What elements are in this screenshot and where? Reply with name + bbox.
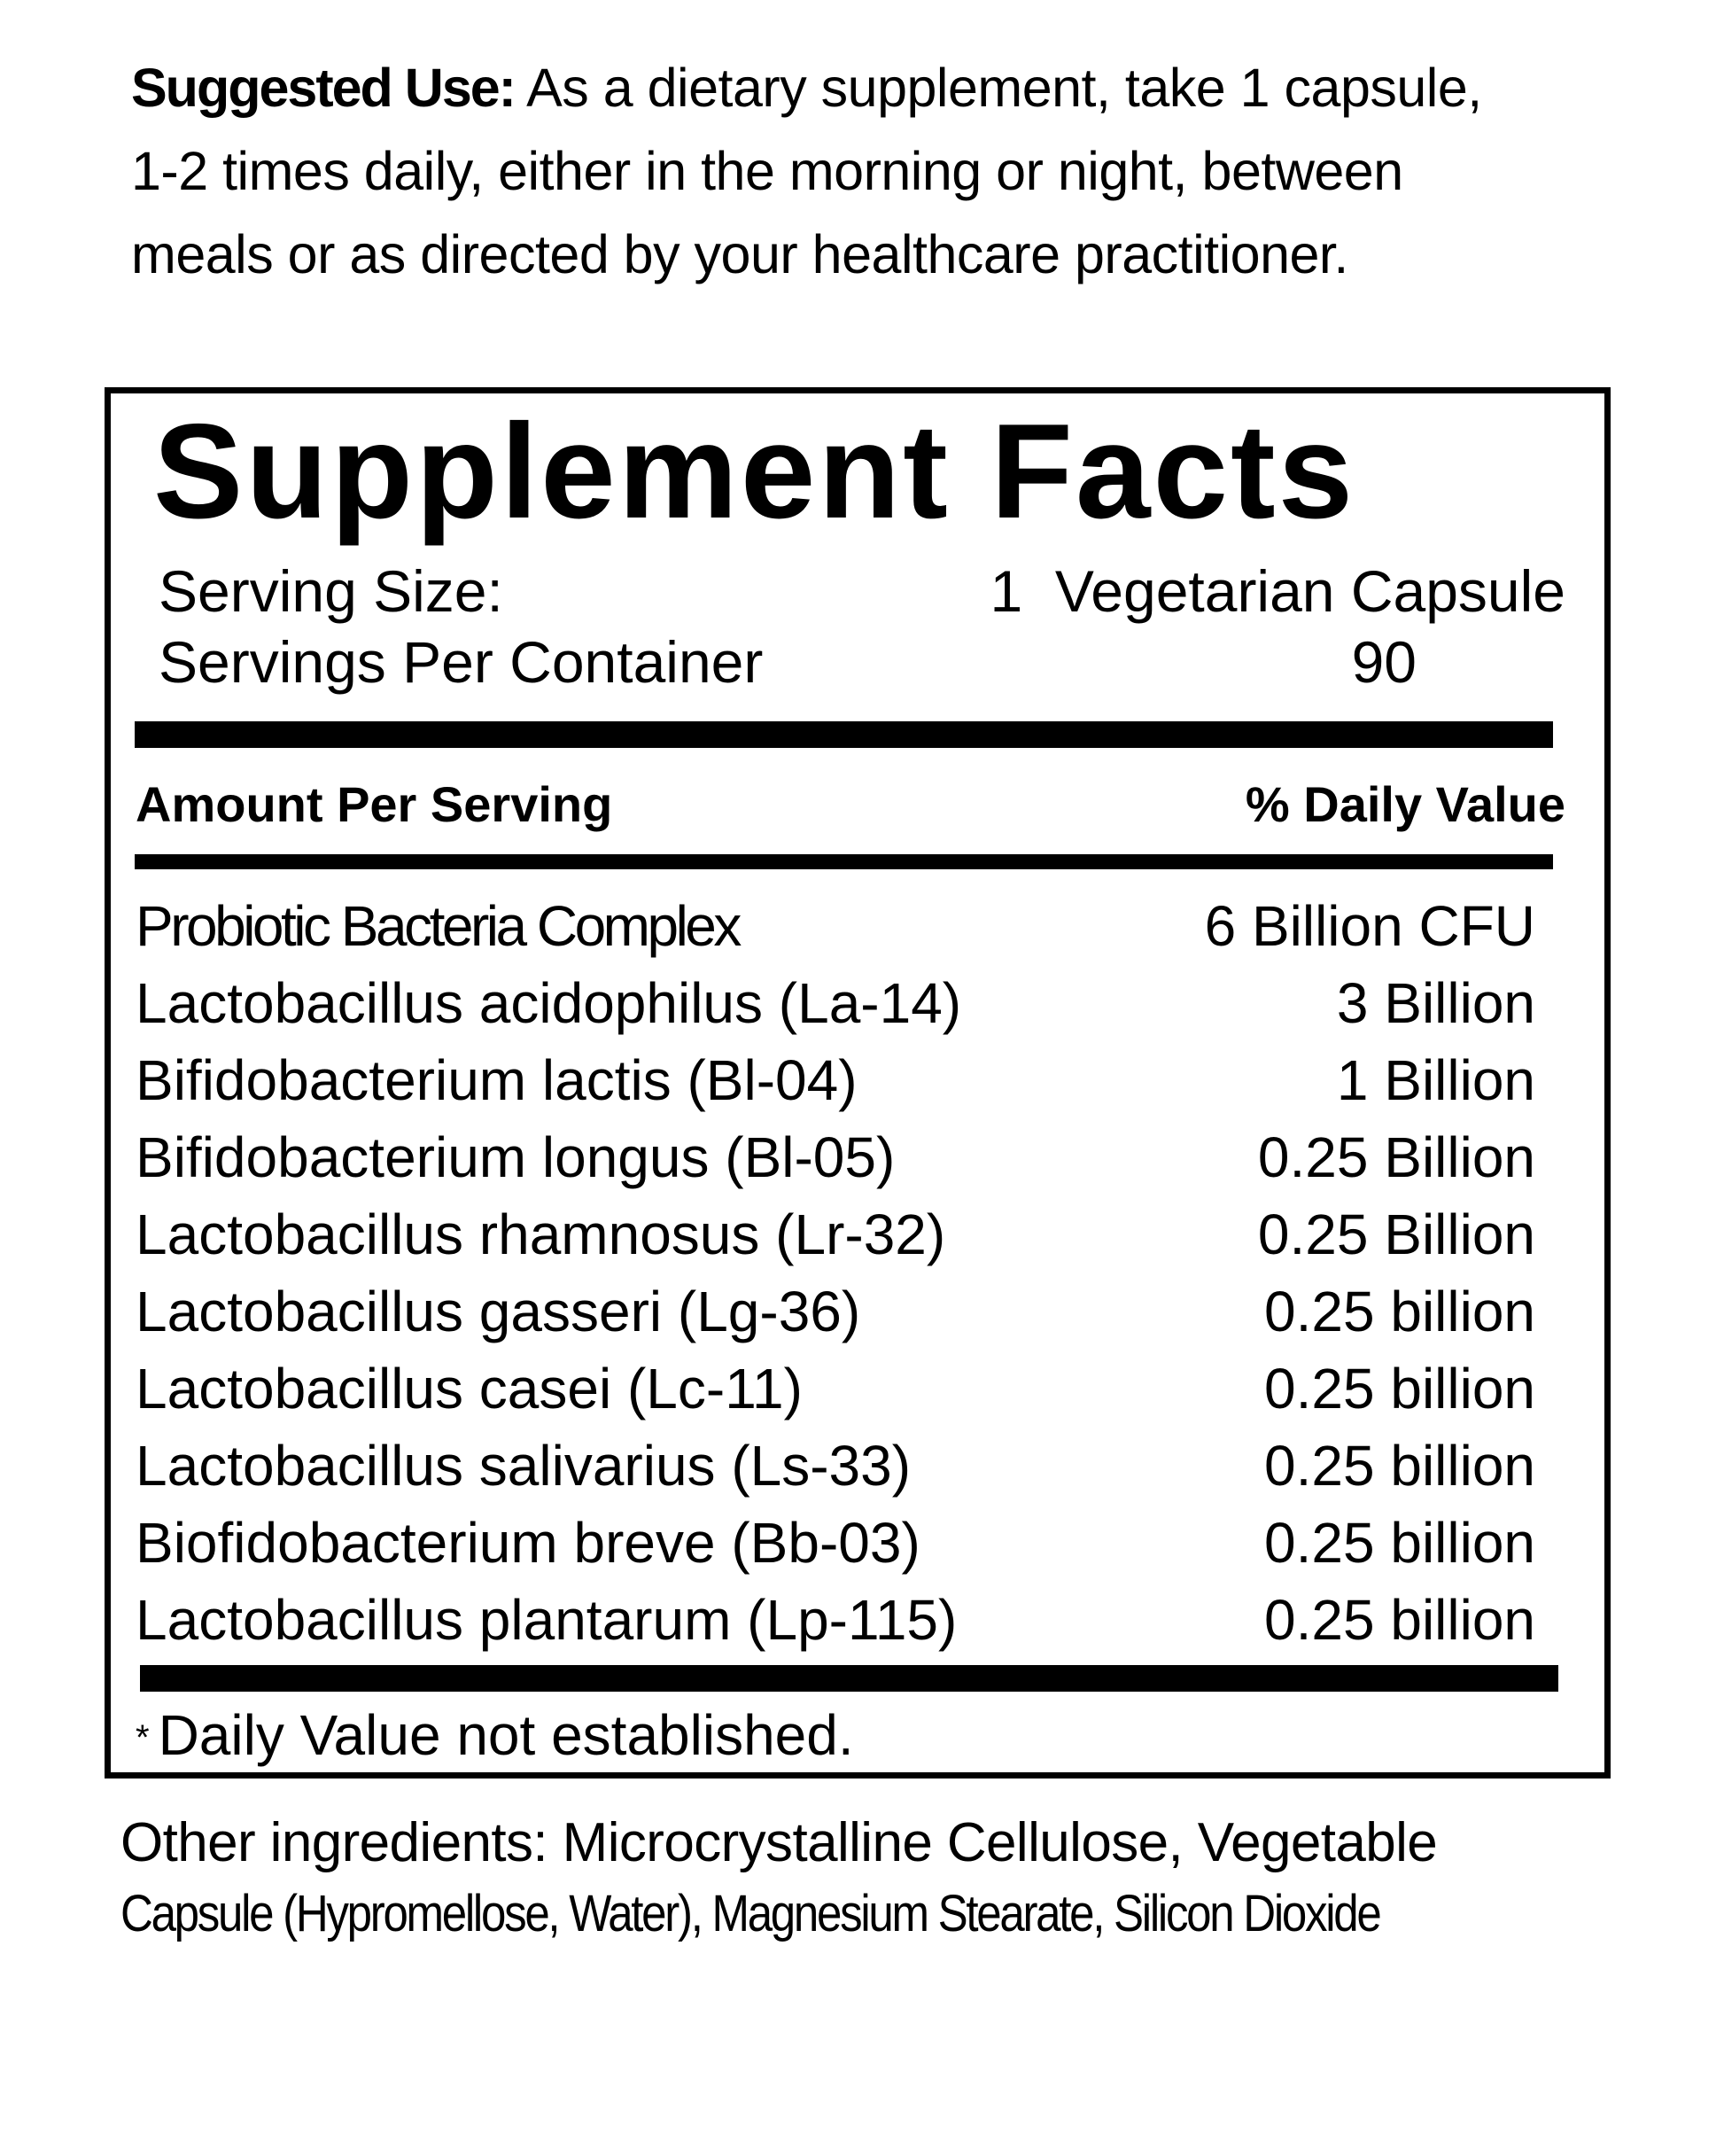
ingredient-name: Lactobacillus salivarius (Ls-33) xyxy=(136,1434,912,1498)
ingredient-list xyxy=(136,888,1535,1659)
thick-divider xyxy=(135,721,1553,748)
ingredient-amount: 0.25 billion xyxy=(1264,1357,1535,1420)
ingredient-row xyxy=(136,1505,1535,1582)
ingredient-name: Lactobacillus plantarum (Lp-115) xyxy=(136,1588,958,1652)
ingredient-name: Lactobacillus acidophilus (La-14) xyxy=(136,971,962,1035)
ingredient-amount: 0.25 Billion xyxy=(1257,1203,1535,1266)
medium-divider xyxy=(135,854,1553,869)
daily-value-footnote xyxy=(136,1700,854,1773)
ingredient-name: Lactobacillus casei (Lc-11) xyxy=(136,1357,803,1420)
servings-per-container-value: 90 xyxy=(1351,629,1417,695)
ingredient-row xyxy=(136,1428,1535,1505)
ingredient-name: Bifidobacterium longus (Bl-05) xyxy=(136,1125,896,1189)
other-ingredients xyxy=(120,1808,1680,1950)
serving-size-label: Serving Size: xyxy=(159,558,503,624)
ingredient-amount: 1 Billion xyxy=(1336,1048,1535,1112)
suggested-use-line-1 xyxy=(131,46,1637,129)
other-ingredients-line-2: Capsule (Hypromellose, Water), Magnesium Stearate, Silicon Dioxide xyxy=(120,1885,1380,1942)
ingredient-amount: 0.25 billion xyxy=(1264,1434,1535,1498)
ingredient-amount: 0.25 Billion xyxy=(1257,1125,1535,1189)
amount-per-serving-header: Amount Per Serving xyxy=(136,776,613,832)
suggested-use-line-3: meals or as directed by your healthcare practitioner. xyxy=(131,224,1348,284)
bottom-thick-divider xyxy=(140,1665,1558,1692)
ingredient-amount: 3 Billion xyxy=(1336,971,1535,1035)
ingredient-name: Probiotic Bacteria Complex xyxy=(136,894,739,958)
ingredient-amount: 0.25 billion xyxy=(1264,1280,1535,1343)
suggested-use-label: Suggested Use: xyxy=(131,58,515,118)
ingredient-name: Lactobacillus gasseri (Lg-36) xyxy=(136,1280,861,1343)
suggested-use xyxy=(131,46,1637,296)
ingredient-row xyxy=(136,888,1535,965)
ingredient-row xyxy=(136,1119,1535,1196)
facts-title: Supplement Facts xyxy=(153,396,1356,547)
ingredient-row xyxy=(136,1582,1535,1659)
ingredient-name: Bifidobacterium lactis (Bl-04) xyxy=(136,1048,858,1112)
serving-size-value: 1 Vegetarian Capsule xyxy=(990,558,1565,624)
other-ingredients-line-1: Other ingredients: Microcrystalline Cellulose, Vegetable xyxy=(120,1812,1438,1873)
ingredient-amount: 0.25 billion xyxy=(1264,1588,1535,1652)
ingredient-name: Lactobacillus rhamnosus (Lr-32) xyxy=(136,1203,946,1266)
amount-header-row xyxy=(136,769,1565,840)
supplement-facts-panel xyxy=(105,387,1611,1779)
ingredient-name: Biofidobacterium breve (Bb-03) xyxy=(136,1511,920,1575)
ingredient-row xyxy=(136,1196,1535,1273)
ingredient-row xyxy=(136,1273,1535,1350)
servings-per-container-label: Servings Per Container xyxy=(159,629,764,695)
footnote-asterisk: * xyxy=(136,1718,150,1757)
ingredient-row xyxy=(136,965,1535,1042)
suggested-use-text-1: As a dietary supplement, take 1 capsule, xyxy=(526,58,1482,118)
ingredient-amount: 6 Billion CFU xyxy=(1204,894,1535,958)
daily-value-header: % Daily Value xyxy=(1245,776,1565,832)
suggested-use-line-2: 1-2 times daily, either in the morning or night, between xyxy=(131,141,1403,201)
ingredient-row xyxy=(136,1042,1535,1119)
ingredient-row xyxy=(136,1350,1535,1428)
ingredient-amount: 0.25 billion xyxy=(1264,1511,1535,1575)
footnote-text: Daily Value not established. xyxy=(158,1703,854,1767)
